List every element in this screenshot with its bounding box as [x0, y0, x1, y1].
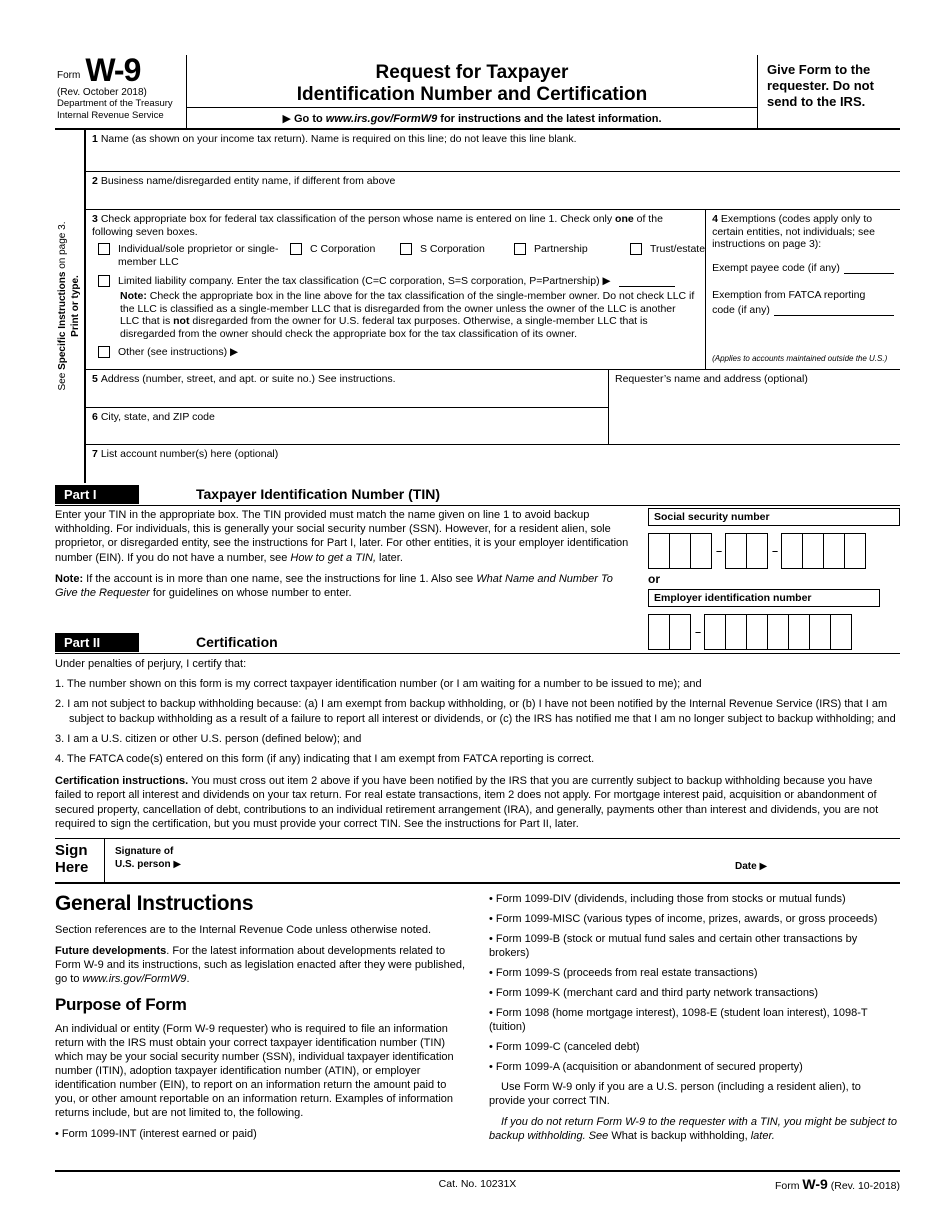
llc-classification-input[interactable]: [619, 276, 675, 287]
part1-badge: Part I: [55, 485, 139, 504]
ssn-dash1: –: [716, 545, 722, 557]
line5-label: 5 Address (number, street, and apt. or suite no.) See instructions.: [92, 373, 396, 385]
form-header: [55, 52, 900, 130]
checkbox-partnership[interactable]: [514, 243, 526, 255]
certification-item-2: 2. I am not subject to backup withholding because: (a) I am exempt from backup withholding, or (b) I have not been notified by the Internal Revenue Service (IRS) that I am subject to backup withholding as a result of a failure to report all interest or dividends, or (c) the IRS has notified me that I am no longer subject to backup withholding; and: [55, 698, 896, 725]
exempt-payee-line: Exempt payee code (if any): [712, 262, 894, 275]
line1-name-input[interactable]: [86, 146, 900, 168]
classification-llc: Limited liability company. Enter the tax classification (C=C corporation, S=S corporation, P=Partnership) ▶: [98, 275, 705, 287]
line5-address-input[interactable]: [86, 386, 608, 402]
signature-row: [55, 838, 900, 884]
form-footer: [55, 1170, 900, 1196]
classification-s-corporation: S Corporation: [400, 243, 514, 256]
form-title-block: [187, 55, 758, 128]
ein-label: Employer identification number: [648, 589, 880, 607]
line6-city-row: [86, 408, 608, 444]
checkbox-trust-estate[interactable]: [630, 243, 642, 255]
date-label: Date ▶: [735, 861, 768, 872]
exempt-payee-code-input[interactable]: [844, 263, 894, 274]
line7-account-row: [86, 445, 900, 482]
classification-other: Other (see instructions) ▶: [98, 346, 705, 358]
backup-withholding-paragraph: If you do not return Form W-9 to the requester with a TIN, you might be subject to backup withholding. See What is backup withholding, later.: [489, 1116, 897, 1142]
instructions-right-column: [467, 892, 900, 1150]
certification-instructions: Certification instructions. You must cross out item 2 above if you have been notified by the IRS that you are currently subject to backup withholding because you have failed to report all interest and dividends on your tax return. For real estate transactions, item 2 does not apply. For mortgage interest paid, acquisition or abandonment of secured property, cancellation of debt, contributions to an individual retirement arrangement (IRA), and generally, payments other than interest and dividends, you are not required to sign the certification, but you must provide your correct TIN. See the instructions for Part II, later.: [55, 775, 879, 830]
address-rows: [86, 370, 608, 444]
line5-6-rows: [86, 370, 900, 445]
instructions-left-column: [55, 892, 467, 1150]
line3-left: [86, 210, 705, 369]
form-reference: Form W-9 (Rev. 10-2018): [775, 1176, 900, 1192]
tin-note: Note: If the account is in more than one name, see the instructions for line 1. Also see What Name and Number To Give the Requester for guidelines on whose number to enter.: [55, 572, 613, 600]
part1-content: [55, 508, 900, 638]
llc-note: Note: Check the appropriate box in the line above for the tax classification of the single-member owner. Do not check LLC if the LLC is classified as a single-member LLC that is disregarded from the owner unless the owner of the LLC is another LLC that is not disregarded from the owner for U.S. federal tax purposes. Otherwise, a single-member LLC that is disregarded from the owner should check the appropriate box for the tax classification of its owner.: [120, 290, 695, 340]
date-input[interactable]: [775, 859, 900, 879]
requester-label: Requester’s name and address (optional): [615, 373, 808, 385]
form-number: W-9: [85, 52, 141, 88]
checkbox-other[interactable]: [98, 346, 110, 358]
fields-column: [84, 130, 900, 483]
ssn-dash2: –: [772, 545, 778, 557]
sidebar-rotated-text: [55, 132, 83, 480]
line5-address-row: [86, 370, 608, 408]
left-margin-sidebar: [55, 130, 84, 483]
line6-city-input[interactable]: [86, 424, 608, 440]
bullet-1099-s: • Form 1099-S (proceeds from real estate transactions): [489, 967, 758, 979]
line4-exemptions-cell: [705, 210, 900, 369]
certification-item-3: 3. I am a U.S. citizen or other U.S. person (defined below); and: [55, 732, 362, 745]
fatca-line1: Exemption from FATCA reporting: [712, 289, 866, 301]
catalog-number: Cat. No. 10231X: [438, 1178, 517, 1190]
fatca-line2: code (if any): [712, 304, 894, 317]
classification-checkbox-row: [98, 243, 705, 268]
purpose-of-form-heading: Purpose of Form: [55, 995, 187, 1014]
checkbox-c-corporation[interactable]: [290, 243, 302, 255]
part2-badge: Part II: [55, 633, 139, 652]
bullet-1099-a: • Form 1099-A (acquisition or abandonment of secured property): [489, 1061, 803, 1073]
form-identity-block: [55, 52, 187, 128]
line7-account-input[interactable]: [86, 461, 900, 477]
line6-label: 6 City, state, and ZIP code: [92, 411, 215, 423]
form-revision: (Rev. October 2018): [57, 87, 147, 99]
classification-individual: Individual/sole proprietor or single-member LLC: [98, 243, 290, 268]
use-form-paragraph: Use Form W-9 only if you are a U.S. person (including a resident alien), to provide your correct TIN.: [489, 1081, 861, 1107]
footer-form-number: W-9: [802, 1176, 828, 1192]
checkbox-individual[interactable]: [98, 243, 110, 255]
section-references-paragraph: Section references are to the Internal Revenue Code unless otherwise noted.: [55, 924, 432, 936]
bullet-1098: • Form 1098 (home mortgage interest), 1098-E (student loan interest), 1098-T (tuition): [489, 1007, 868, 1033]
fields-section: [55, 130, 900, 483]
form-word: Form: [57, 70, 81, 82]
part1-title: Taxpayer Identification Number (TIN): [196, 486, 440, 502]
line7-label: 7 List account number(s) here (optional): [92, 448, 279, 460]
certification-intro: Under penalties of perjury, I certify that:: [55, 658, 247, 670]
bullet-1099-c: • Form 1099-C (canceled debt): [489, 1041, 640, 1053]
line2-label: 2 Business name/disregarded entity name, if different from above: [92, 175, 396, 187]
ssn-input[interactable]: [648, 533, 900, 569]
classification-trust-estate: Trust/estate: [630, 243, 705, 256]
signature-label: Signature of U.S. person ▶: [115, 846, 182, 870]
line2-business-name-row: [86, 172, 900, 210]
line3-classification-row: [86, 210, 900, 370]
or-label: or: [648, 572, 660, 586]
tin-paragraph: Enter your TIN in the appropriate box. The TIN provided must match the name given on line 1 to avoid backup withholding. For individuals, this is generally your social security number (SSN). However, for a resident alien, sole proprietor, or disregarded entity, see the instructions for Part I, later. For other entities, it is your employer identification number (EIN). If you do not have a number, see How to get a TIN, later.: [55, 509, 629, 564]
ein-dash: –: [695, 626, 701, 638]
part2-title: Certification: [196, 634, 278, 650]
purpose-paragraph: An individual or entity (Form W-9 requester) who is required to file an information return with the IRS must obtain your correct taxpayer identification number (TIN) which may be your social security number (SSN), individual taxpayer identification number (ITIN), adoption taxpayer identification number (ATIN), or employer identification number (EIN), to report on an information return the amount paid to you, or other amount reportable on an information return. Examples of information returns include, but are not limited to, the following.: [55, 1023, 454, 1119]
bullet-1099-div: • Form 1099-DIV (dividends, including those from stocks or mutual funds): [489, 893, 846, 905]
line4-label: 4 Exemptions (codes apply only to certain entities, not individuals; see instructions on page 3):: [712, 213, 875, 250]
form-title: Request for Taxpayer Identification Number and Certification: [296, 62, 648, 105]
line1-name-row: [86, 130, 900, 172]
requester-input[interactable]: [615, 385, 894, 433]
line1-label: 1 Name (as shown on your income tax return). Name is required on this line; do not leave this line blank.: [92, 133, 577, 145]
part2-header: [55, 633, 900, 654]
fatca-code-input[interactable]: [774, 305, 894, 316]
department-line1: Department of the Treasury: [57, 98, 173, 110]
sign-here-label: Sign Here: [55, 842, 89, 876]
requester-cell: [608, 370, 900, 444]
bullet-1099-k: • Form 1099-K (merchant card and third party network transactions): [489, 987, 819, 999]
bullet-1099-int: • Form 1099-INT (interest earned or paid): [55, 1128, 257, 1140]
part1-text: [55, 508, 648, 631]
part1-header: [55, 485, 900, 506]
future-developments-paragraph: Future developments. For the latest information about developments related to Form W-9 and its instructions, such as legislation enacted after they were published, go to www.irs.gov/FormW9.: [55, 945, 466, 985]
general-instructions-heading: General Instructions: [55, 892, 254, 915]
department-line2: Internal Revenue Service: [57, 109, 164, 121]
checkbox-s-corporation[interactable]: [400, 243, 412, 255]
tin-boxes-column: [648, 508, 900, 638]
certification-item-1: 1. The number shown on this form is my correct taxpayer identification number (or I am waiting for a number to be issued to me); and: [55, 678, 702, 691]
goto-instruction: ▶ Go to www.irs.gov/FormW9 for instructions and the latest information.: [187, 107, 757, 128]
irs-url: www.irs.gov/FormW9: [325, 113, 438, 125]
ssn-label: Social security number: [648, 508, 900, 526]
classification-c-corporation: C Corporation: [290, 243, 400, 256]
bullet-1099-misc: • Form 1099-MISC (various types of income, prizes, awards, or gross proceeds): [489, 913, 878, 925]
applies-note: (Applies to accounts maintained outside the U.S.): [712, 353, 888, 363]
part2-content: [55, 657, 900, 831]
line2-business-name-input[interactable]: [86, 188, 900, 206]
checkbox-llc[interactable]: [98, 275, 110, 287]
give-form-notice: Give Form to the requester. Do not send to the IRS.: [767, 62, 874, 109]
general-instructions-section: [55, 892, 900, 1150]
certification-item-4: 4. The FATCA code(s) entered on this form (if any) indicating that I am exempt from FATCA reporting is correct.: [55, 753, 595, 766]
bullet-1099-b: • Form 1099-B (stock or mutual fund sales and certain other transactions by brokers): [489, 933, 858, 959]
irs-url-2: www.irs.gov/FormW9: [82, 973, 187, 985]
sidebar-see-instructions: See Specific Instructions on page 3.: [57, 221, 68, 391]
sidebar-print-or-type: Print or type.: [70, 275, 81, 337]
line3-label: 3 Check appropriate box for federal tax classification of the person whose name is entered on line 1. Check only one of the following seven boxes.: [92, 213, 663, 238]
classification-partnership: Partnership: [514, 243, 630, 256]
